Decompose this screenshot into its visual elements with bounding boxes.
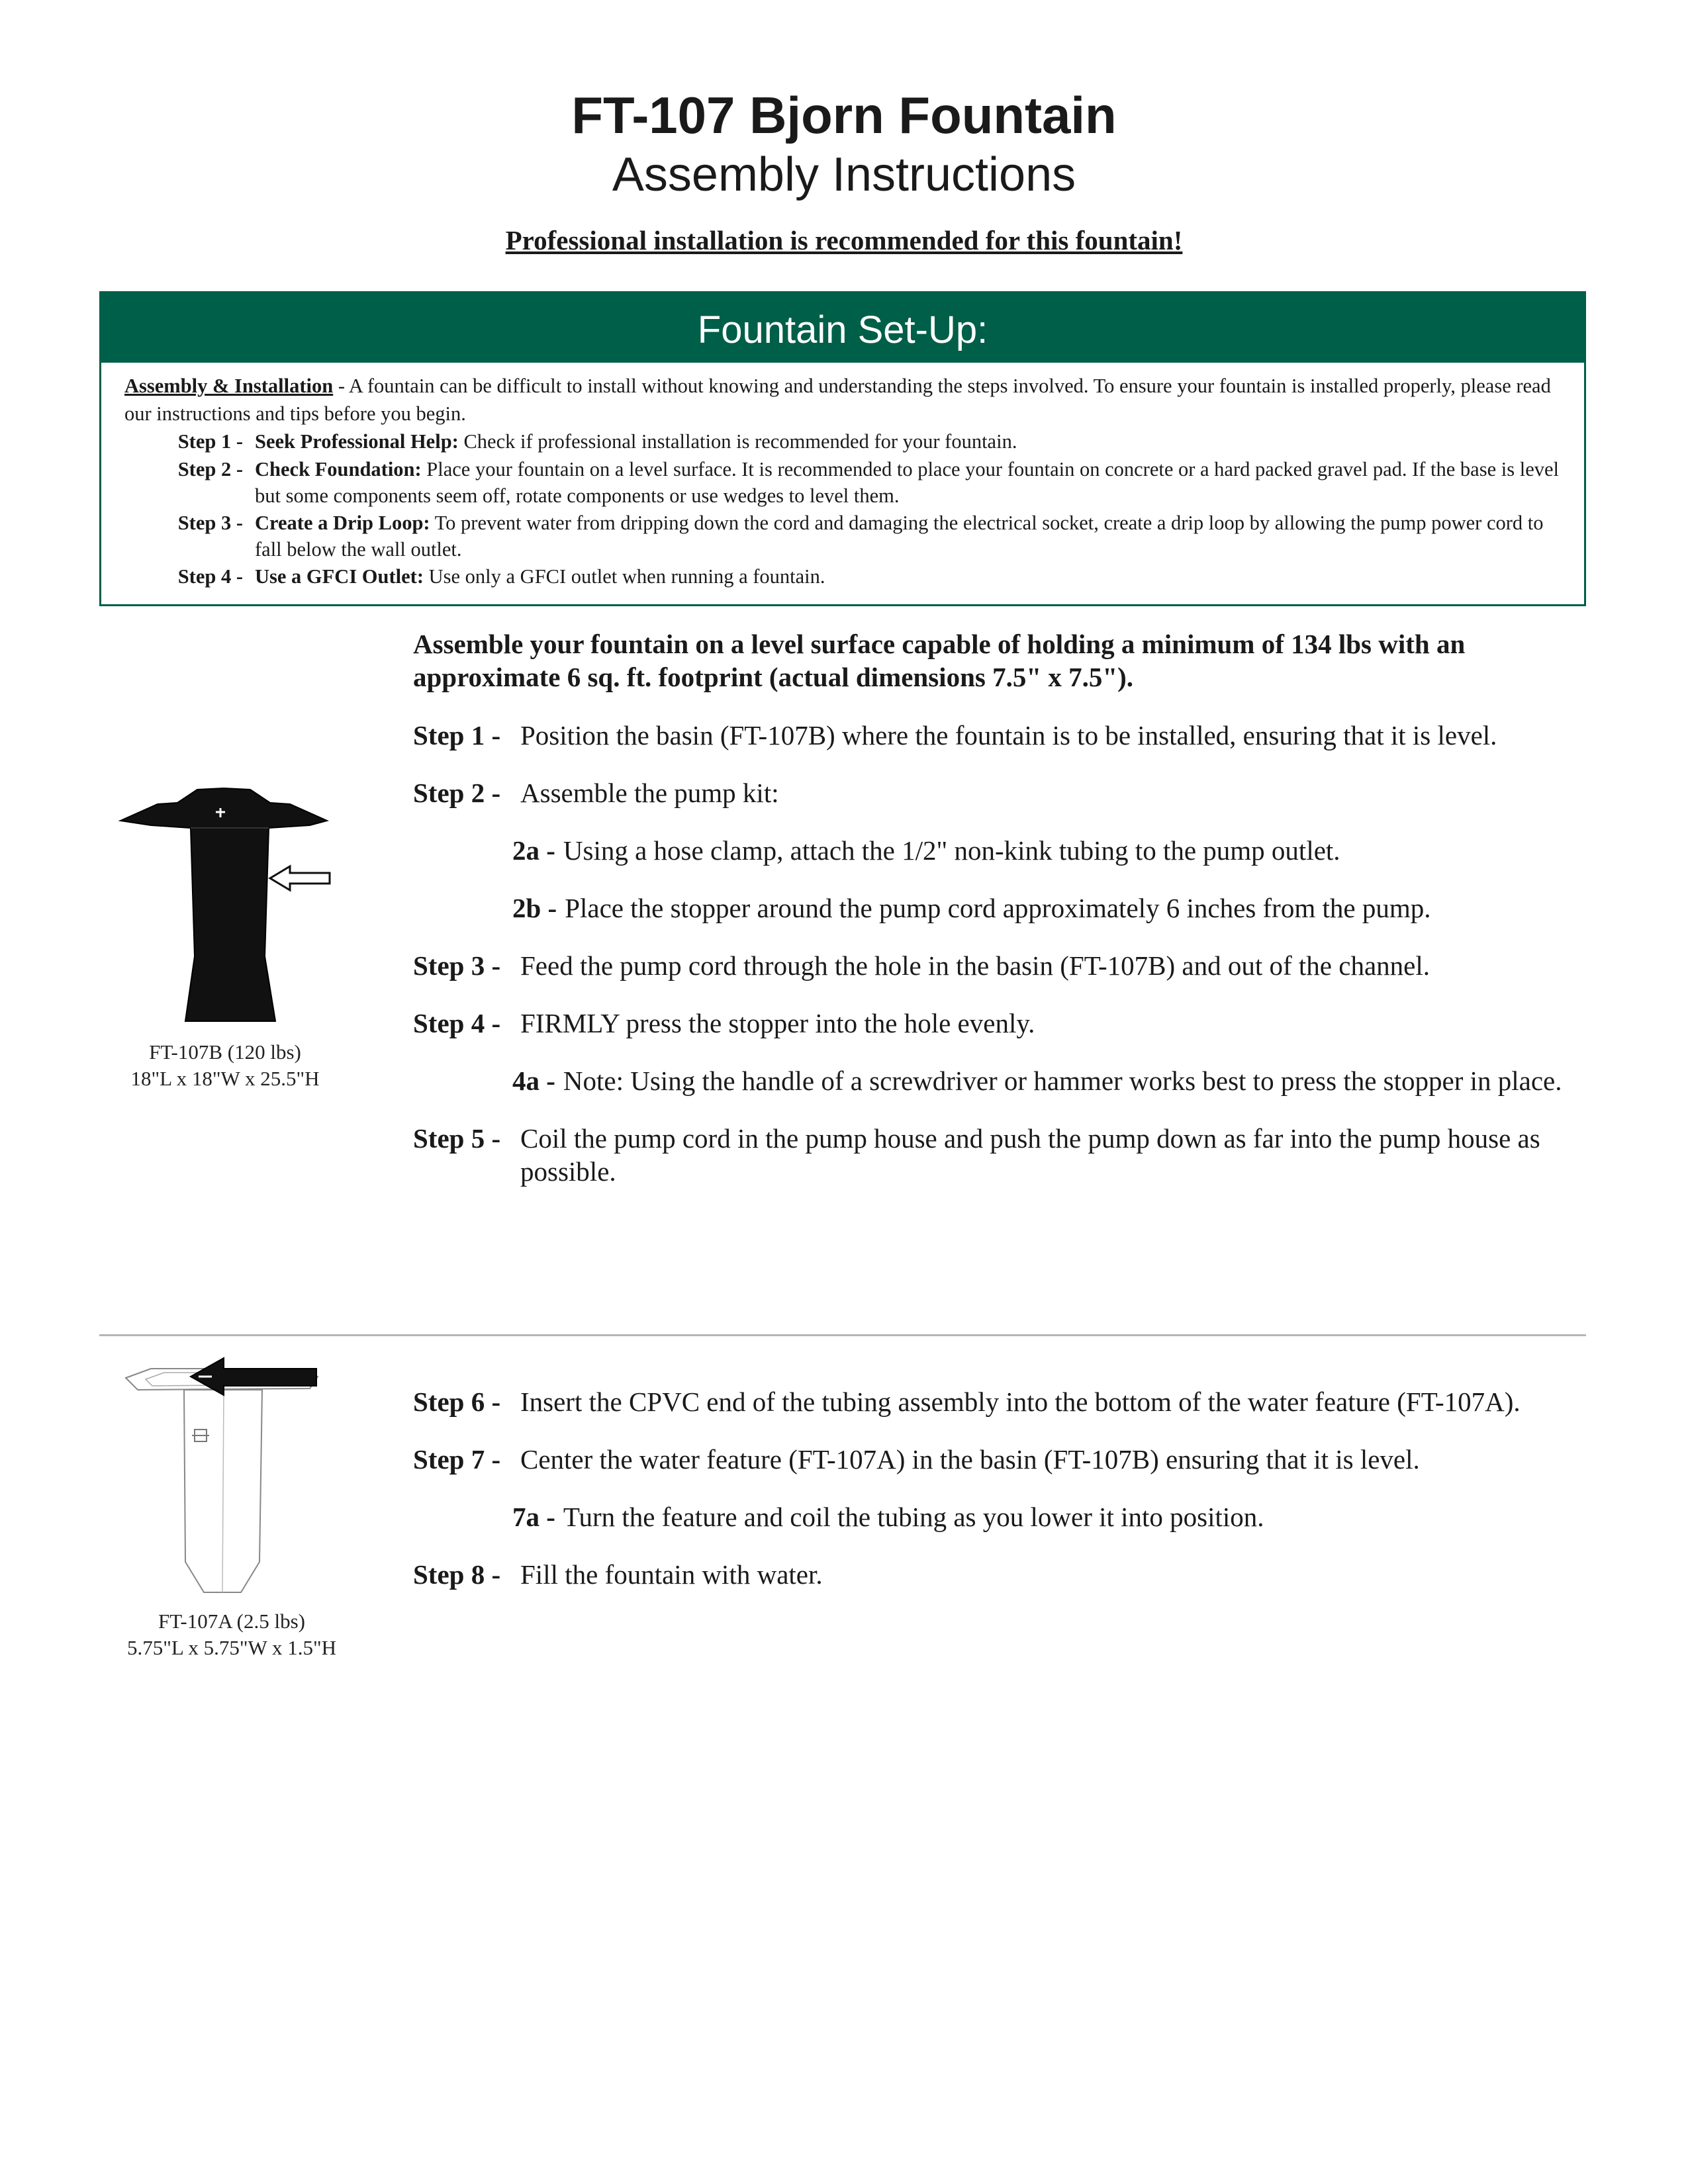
step-number: Step 4 - (413, 1008, 501, 1038)
setup-step-body: Check if professional installation is recommended for your fountain. (458, 430, 1017, 453)
setup-step (124, 509, 1561, 563)
assembly-step (413, 1558, 1591, 1591)
document-subtitle: Assembly Instructions (612, 148, 1076, 201)
setup-body (101, 363, 1584, 590)
step-number: Step 7 - (413, 1444, 501, 1475)
substep-text: Place the stopper around the pump cord approximately 6 inches from the pump. (565, 893, 1431, 923)
step-text: Feed the pump cord through the hole in the basin (FT-107B) and out of the channel. (520, 950, 1430, 981)
feature-caption (93, 1608, 371, 1661)
substep-number: 2b - (512, 893, 557, 923)
step-text: Fill the fountain with water. (520, 1559, 823, 1590)
setup-step (124, 428, 1561, 455)
step-number: Step 6 - (413, 1387, 501, 1417)
basin-caption (93, 1039, 357, 1092)
setup-step-lead: Seek Professional Help: (255, 430, 459, 453)
substep-number: 4a - (512, 1066, 555, 1096)
step-number: Step 1 - (413, 720, 501, 751)
assembly-instructions (413, 627, 1591, 1212)
substep-number: 2a - (512, 835, 555, 866)
setup-step-lead: Use a GFCI Outlet: (255, 565, 424, 588)
setup-step-text (255, 509, 1561, 563)
assembly-intro: Assemble your fountain on a level surface capable of holding a minimum of 134 lbs with an approximate 6 sq. ft. footprint (actual dimensions 7.5" x 7.5"). (413, 629, 1466, 692)
step-text: Center the water feature (FT-107A) in the basin (FT-107B) ensuring that it is level. (520, 1444, 1420, 1475)
setup-intro (124, 372, 1561, 428)
basin-name: FT-107B (120 lbs) (149, 1040, 301, 1064)
setup-step-lead: Create a Drip Loop: (255, 512, 430, 534)
step-number: Step 8 - (413, 1559, 501, 1590)
feature-dimensions: 5.75"L x 5.75"W x 1.5"H (126, 1636, 337, 1659)
setup-step-body: To prevent water from dripping down the cord and damaging the electrical socket, create a drip loop by allowing the pump power cord to fall below the wall outlet. (255, 512, 1544, 561)
assembly-substep (512, 1500, 1591, 1533)
setup-step-lead: Check Foundation: (255, 458, 422, 480)
setup-step-body: Place your fountain on a level surface. It is recommended to place your fountain on concrete or a hard packed gravel pad. If the base is level but some components seem off, rotate components or use wedges to level them. (255, 458, 1559, 507)
substep-text: Note: Using the handle of a screwdriver or hammer works best to press the stopper in place. (563, 1066, 1562, 1096)
assembly-substep (512, 834, 1591, 867)
document-title: FT-107 Bjorn Fountain (571, 86, 1117, 144)
assembly-substep (512, 1064, 1591, 1097)
assembly-instructions-continued (413, 1385, 1591, 1615)
setup-intro-lead: Assembly & Installation (124, 375, 334, 397)
assembly-step (413, 1007, 1591, 1040)
substep-number: 7a - (512, 1502, 555, 1532)
setup-box (99, 291, 1586, 606)
step-number: Step 5 - (413, 1123, 501, 1154)
substep-text: Turn the feature and coil the tubing as you lower it into position. (563, 1502, 1264, 1532)
assembly-substep (512, 891, 1591, 925)
section-divider (99, 1334, 1586, 1336)
assembly-step (413, 1122, 1591, 1188)
basin-dimensions: 18"L x 18"W x 25.5"H (130, 1067, 320, 1090)
basin-shape (120, 788, 327, 1021)
basin-illustration (111, 784, 336, 1026)
setup-step-number: Step 3 - (177, 512, 243, 534)
step-number: Step 3 - (413, 950, 501, 981)
setup-step-body: Use only a GFCI outlet when running a fountain. (423, 565, 825, 588)
step-text: Position the basin (FT-107B) where the fountain is to be installed, ensuring that it is level. (520, 720, 1497, 751)
assembly-step (413, 1385, 1591, 1418)
step-text: FIRMLY press the stopper into the hole evenly. (520, 1008, 1035, 1038)
step-number: Step 2 - (413, 778, 501, 808)
step-text: Coil the pump cord in the pump house and push the pump down as far into the pump house as possible. (520, 1123, 1540, 1187)
setup-step-text (255, 428, 1561, 455)
arrow-left-icon (270, 866, 330, 890)
water-feature-illustration (111, 1350, 336, 1602)
setup-step-number: Step 4 - (177, 565, 243, 588)
setup-step (124, 455, 1561, 509)
assembly-step (413, 776, 1591, 809)
setup-step-text (255, 455, 1561, 509)
substep-text: Using a hose clamp, attach the 1/2" non-kink tubing to the pump outlet. (563, 835, 1340, 866)
recommendation-note: Professional installation is recommended for this fountain! (505, 225, 1183, 255)
assembly-step (413, 949, 1591, 982)
feature-name: FT-107A (2.5 lbs) (158, 1610, 305, 1633)
step-text: Assemble the pump kit: (520, 778, 779, 808)
setup-step-text (255, 563, 1561, 590)
setup-step-number: Step 2 - (177, 458, 243, 480)
setup-intro-text: - A fountain can be difficult to install without knowing and understanding the steps involved. To ensure your fountain is installed properly, please read our instructions and tips before you begin. (124, 375, 1551, 425)
step-text: Insert the CPVC end of the tubing assembly into the bottom of the water feature (FT-107A). (520, 1387, 1521, 1417)
setup-step (124, 563, 1561, 590)
assembly-step (413, 719, 1591, 752)
setup-step-number: Step 1 - (177, 430, 243, 453)
setup-heading: Fountain Set-Up: (101, 293, 1584, 363)
assembly-step (413, 1443, 1591, 1476)
